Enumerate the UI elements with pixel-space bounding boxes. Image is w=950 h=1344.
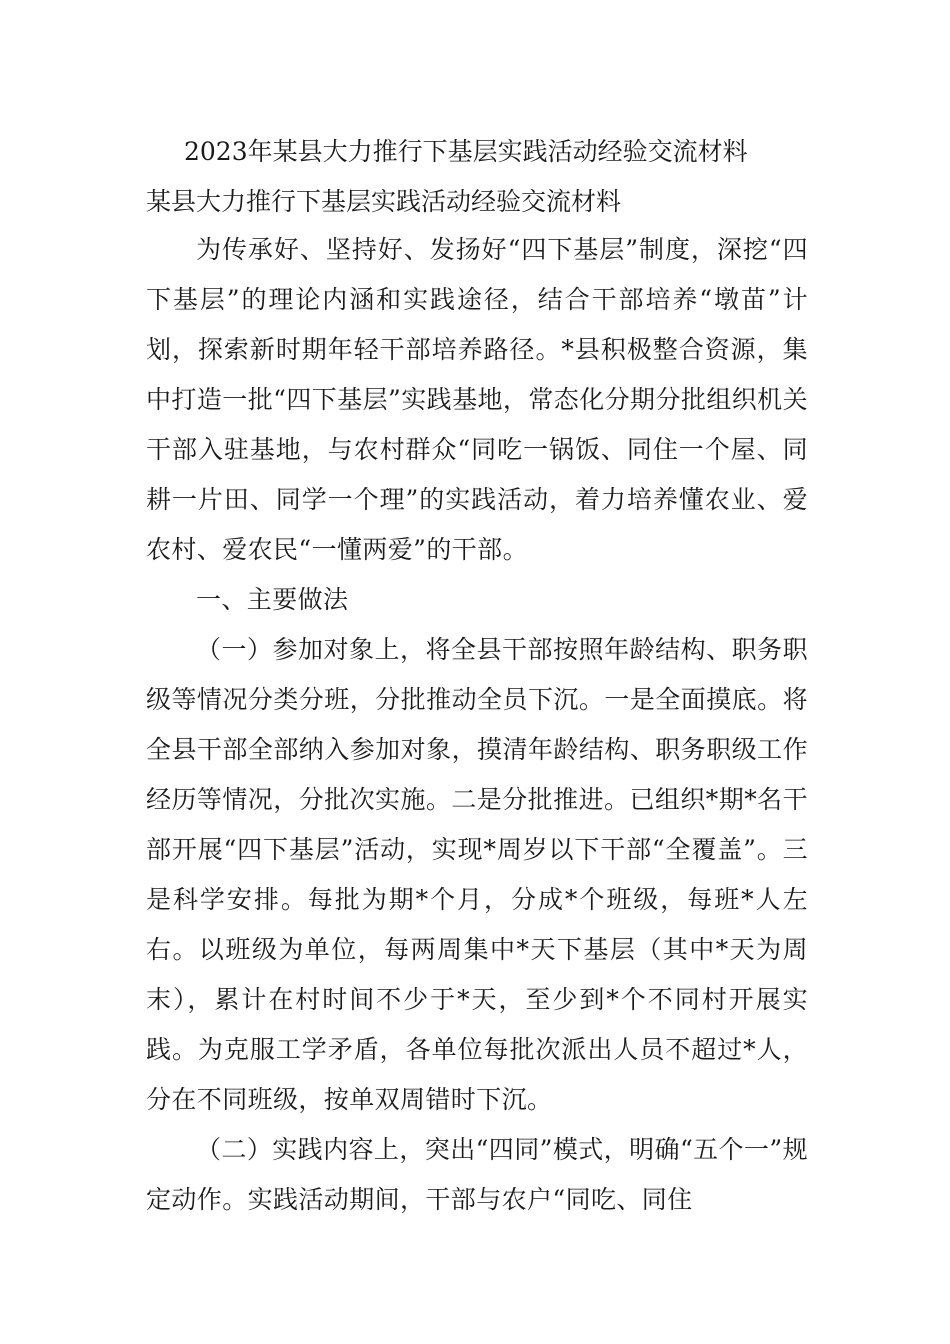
section-heading: 一、主要做法 xyxy=(196,585,349,614)
intro-paragraph: 为传承好、坚持好、发扬好“四下基层”制度，深挖“四下基层”的理论内涵和实践途径，结合干部培养“墩苗”计划，探索新时期年轻干部培养路径。*县积极整合资源，集中打造一批“四下基层”实践基地，常态化分期分批组织机关干部入驻基地，与农村群众“同吃一锅饭、同住一个屋、同耕一片田、同学一个理”的实践活动，着力培养懂农业、爱农村、爱农民“一懂两爱”的干部。 xyxy=(146,235,808,564)
document-subtitle: 某县大力推行下基层实践活动经验交流材料 xyxy=(146,187,622,216)
section-one-paragraph: （一）参加对象上，将全县干部按照年龄结构、职务职级等情况分类分班，分批推动全员下沉。一是全面摸底。将全县干部全部纳入参加对象，摸清年龄结构、职务职级工作经历等情况，分批次实施。二是分批推进。已组织*期*名干部开展“四下基层”活动，实现*周岁以下干部“全覆盖”。三是科学安排。每批为期*个月，分成*个班级，每班*人左右。以班级为单位，每两周集中*天下基层（其中*天为周末），累计在村时间不少于*天，至少到*个不同村开展实践。为克服工学矛盾，各单位每批次派出人员不超过*人，分在不同班级，按单双周错时下沉。 xyxy=(146,635,808,1114)
section-two-paragraph: （二）实践内容上，突出“四同”模式，明确“五个一”规定动作。实践活动期间，干部与农户“同吃、同住 xyxy=(146,1135,808,1214)
document-title: 2023年某县大力推行下基层实践活动经验交流材料 xyxy=(184,137,748,166)
